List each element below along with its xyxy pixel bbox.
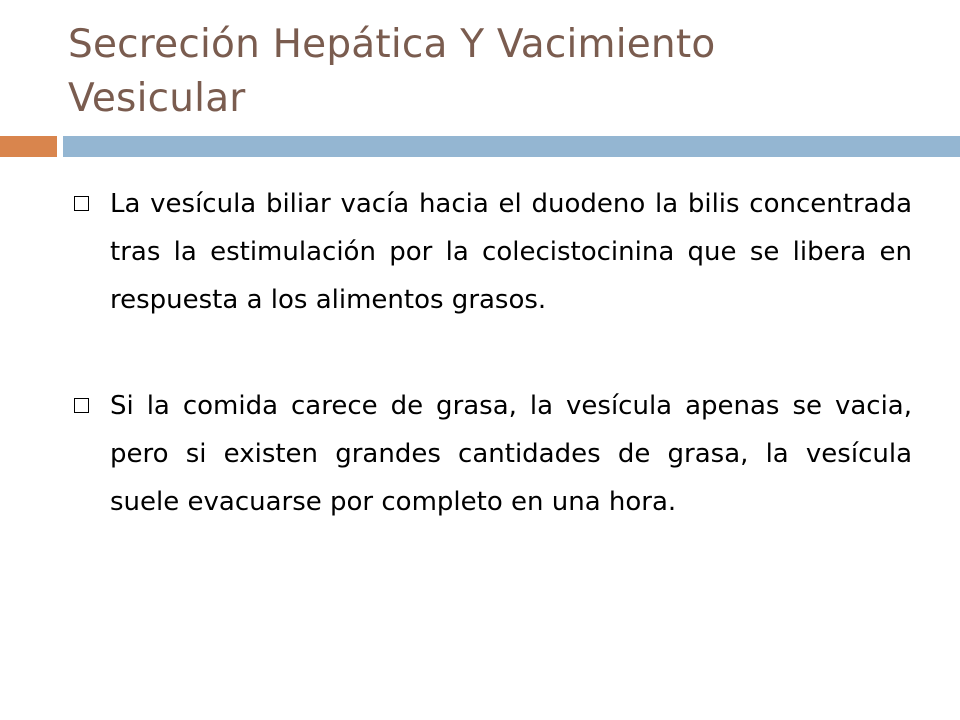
slide-title: Secreción Hepática Y Vacimiento Vesicular: [68, 22, 716, 121]
bullet-text: Si la comida carece de grasa, la vesícula apenas se vacia, pero si existen grandes cantidades de grasa, la vesícula suele evacuarse por completo en una hora.: [110, 391, 912, 517]
accent-bar-orange: [0, 136, 57, 157]
accent-bar-blue: [63, 136, 960, 157]
bullet-item: [74, 382, 912, 526]
square-bullet-icon: [74, 196, 89, 211]
bullet-item: [74, 180, 912, 324]
square-bullet-icon: [74, 398, 89, 413]
bullet-text: La vesícula biliar vacía hacia el duodeno la bilis concentrada tras la estimulación por la colecistocinina que se libera en respuesta a los alimentos grasos.: [110, 189, 912, 315]
bullet-list: [74, 180, 912, 526]
